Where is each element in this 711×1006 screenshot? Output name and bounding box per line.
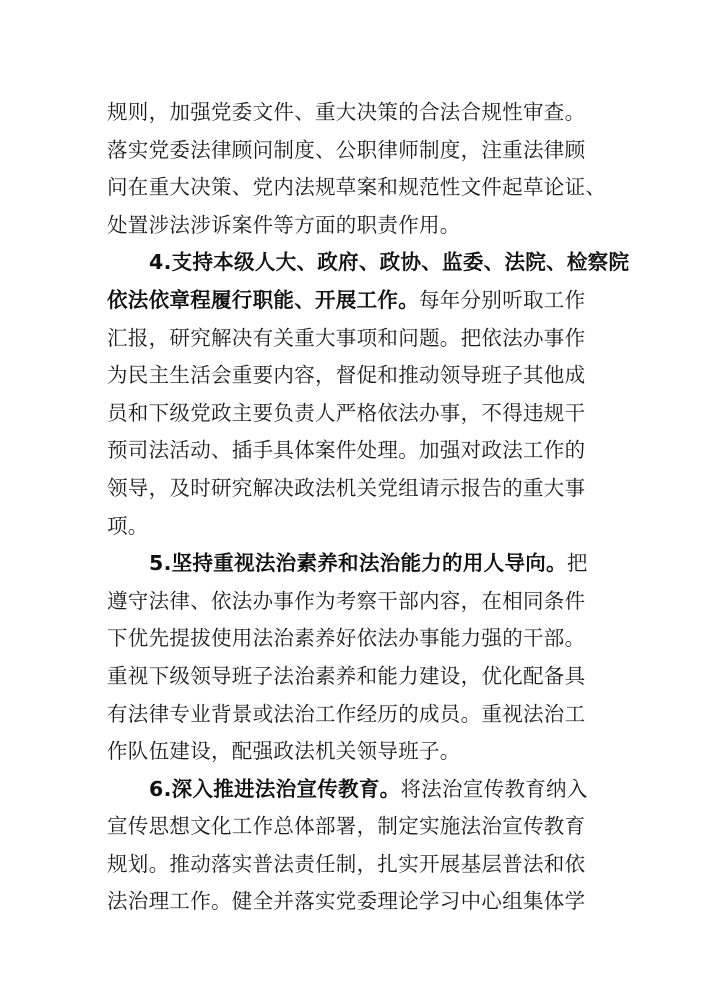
line-text: 员和下级党政主要负责人严格依法办事，不得违规干 [107,400,586,425]
line-text: 项。 [107,513,149,538]
text-line [107,432,607,470]
line-text: 遵守法律、依法办事作为考察干部内容，在相同条件 [107,588,586,613]
section-title: 5.坚持重视法治素养和法治能力的用人导向。 [149,551,567,576]
line-text: 把 [566,551,588,576]
text-line [107,132,607,170]
section-heading-4 [107,244,630,282]
line-text: 预司法活动、插手具体案件处理。加强对政法工作的 [107,438,586,463]
line-text: 将法治宣传教育纳入 [400,776,588,801]
text-line [107,207,607,245]
line-text: 汇报，研究解决有关重大事项和问题。把依法办事作 [107,325,586,350]
text-line [107,696,607,734]
text-line [107,808,607,846]
text-line [107,169,607,207]
line-text: 作队伍建设，配强政法机关领导班子。 [107,739,461,764]
section-heading-6 [107,771,607,809]
line-text: 每年分别听取工作 [419,287,586,312]
text-line [107,320,607,358]
text-line [107,620,607,658]
line-text: 宣传思想文化工作总体部署，制定实施法治宣传教育 [107,814,586,839]
section-title: 6.深入推进法治宣传教育。 [149,776,401,801]
line-text: 处置涉法涉诉案件等方面的职责作用。 [107,212,461,237]
text-line [107,658,607,696]
line-text: 问在重大决策、党内法规草案和规范性文件起草论证、 [107,175,607,200]
line-text: 规划。推动落实普法责任制，扎实开展基层普法和依 [107,851,586,876]
text-line [107,395,607,433]
document-body [107,94,630,921]
section-heading-5 [107,545,607,583]
text-line [107,508,607,546]
text-line [107,883,607,921]
line-text: 领导，及时研究解决政法机关党组请示报告的重大事 [107,475,586,500]
section-title-continued: 依法依章程履行职能、开展工作。 [107,287,419,312]
text-line [107,733,607,771]
text-line [107,583,607,621]
line-text: 有法律专业背景或法治工作经历的成员。重视法治工 [107,701,586,726]
text-line [107,846,607,884]
text-line [107,94,607,132]
text-line [107,357,607,395]
line-text: 规则，加强党委文件、重大决策的合法合规性审查。 [107,100,586,124]
line-text: 落实党委法律顾问制度、公职律师制度，注重法律顾 [107,137,586,162]
line-text: 法治理工作。健全并落实党委理论学习中心组集体学 [107,889,586,914]
text-line [107,470,607,508]
line-text: 为民主生活会重要内容，督促和推动领导班子其他成 [107,363,586,388]
text-line [107,282,607,320]
section-title: 4.支持本级人大、政府、政协、监委、法院、检察院 [149,250,630,275]
line-text: 下优先提拔使用法治素养好依法办事能力强的干部。 [107,626,586,651]
line-text: 重视下级领导班子法治素养和能力建设，优化配备具 [107,663,586,688]
